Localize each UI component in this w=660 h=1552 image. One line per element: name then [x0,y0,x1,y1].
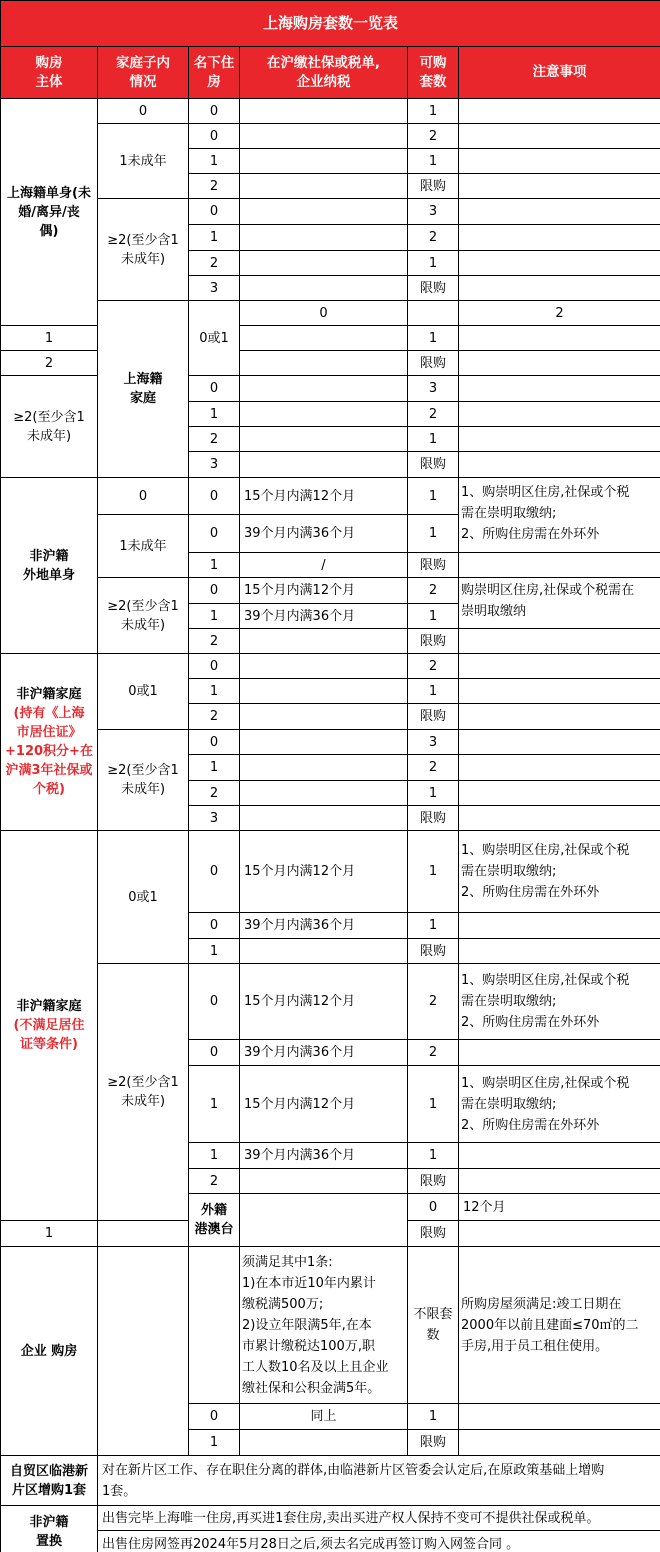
children-cell: 1未成年 [98,124,189,199]
header-children: 家庭子内 情况 [98,47,189,99]
notes-cell [459,174,660,199]
notes-cell [459,376,660,402]
children-cell: ≥2(至少含1 未成年) [98,199,189,301]
children-cell: ≥2(至少含1 未成年) [1,376,98,478]
owned-cell: 0 [189,376,240,402]
notes-cell [459,199,660,225]
owned-cell: 2 [189,629,240,654]
count-cell: 限购 [408,351,459,376]
subject-foreign: 外籍 港澳台 [189,1194,240,1247]
social-cell [240,452,408,478]
social-cell [240,99,408,124]
owned-cell: 2 [189,174,240,199]
notes-cell: 1、购崇明区住房,社保或个税 需在崇明取缴纳; 2、所购住房需在外环外 [459,831,660,913]
owned-cell: 2 [189,427,240,452]
count-cell: 限购 [408,276,459,301]
count-cell: 限购 [408,629,459,654]
count-cell: 1 [408,1066,459,1143]
notes-cell [459,913,660,939]
owned-cell: 0 [189,964,240,1040]
subject-nonsh-single: 非沪籍 外地单身 [1,478,98,654]
social-cell [240,679,408,704]
count-cell: 2 [408,578,459,604]
notes-cell [459,402,660,427]
owned-cell: 0 [189,99,240,124]
owned-cell: 1 [189,553,240,578]
count-cell: 限购 [408,452,459,478]
notes-cell [459,225,660,251]
children-cell: 1未成年 [98,515,189,578]
owned-cell: 1 [189,755,240,781]
children-cell: 0或1 [189,301,240,376]
owned-cell: 0 [189,831,240,913]
social-cell: 15个月内满12个月 [240,478,408,515]
children-cell: ≥2(至少含1 未成年) [98,730,189,831]
owned-cell: 0 [189,1404,240,1430]
swap-note-1: 出售完毕上海唯一住房,再买进1套住房,卖出买进产权人保持不变可不提供社保或税单。 [98,1506,660,1531]
social-cell [240,326,408,351]
count-cell: 1 [408,604,459,629]
owned-cell: 1 [189,939,240,964]
owned-cell: 0 [189,578,240,604]
social-cell [240,704,408,730]
owned-cell: 0 [240,301,408,326]
social-cell: 12个月 [459,1194,660,1221]
subject-nonsh-family-permit: 非沪籍家庭 (持有《上海 市居住证》 +120积分+在 沪满3年社保或 个税) [1,654,98,831]
children-cell: 0 [98,478,189,515]
owned-cell: 0 [189,654,240,679]
owned-cell: 2 [189,781,240,806]
notes-cell [459,1221,660,1247]
notes-cell [459,452,660,478]
social-cell: 15个月内满12个月 [240,578,408,604]
social-cell [240,629,408,654]
social-cell [240,1430,408,1456]
owned-cell [189,1247,240,1404]
children-cell: 0或1 [98,654,189,730]
count-cell: 2 [408,964,459,1040]
notes-cell [459,781,660,806]
header-owned: 名下住 房 [189,47,240,99]
notes-cell [459,755,660,781]
social-cell: 同上 [240,1404,408,1430]
owned-cell: 1 [189,1430,240,1456]
subject-nonsh-family-nopermit: 非沪籍家庭 (不满足居住 证等条件) [1,831,98,1221]
notes-cell [459,730,660,755]
notes-cell [459,1143,660,1169]
header-subject: 购房 主体 [1,47,98,99]
subject-company: 企业 购房 [1,1247,98,1456]
notes-cell [459,679,660,704]
count-cell: 2 [408,654,459,679]
social-cell [240,376,408,402]
notes-cell [459,149,660,174]
owned-cell: 0 [408,1194,459,1221]
notes-cell [459,124,660,149]
count-cell: 限购 [408,1221,459,1247]
social-cell [240,781,408,806]
social-cell [240,402,408,427]
owned-cell: 2 [189,251,240,276]
owned-cell: 1 [189,225,240,251]
count-cell: 1 [408,478,459,515]
count-cell: 1 [408,149,459,174]
children-cell: ≥2(至少含1 未成年) [98,578,189,654]
owned-cell: 2 [1,351,98,376]
owned-cell: 0 [189,478,240,515]
header-notes: 注意事项 [459,47,660,99]
subject-swap: 非沪籍 置换 [1,1506,98,1552]
notes-cell [459,1430,660,1456]
count-cell: 1 [408,99,459,124]
notes-cell [459,351,660,376]
owned-cell: 1 [189,1143,240,1169]
owned-cell: 1 [1,326,98,351]
count-cell: 2 [459,301,660,326]
owned-cell: 1 [189,402,240,427]
social-cell [240,939,408,964]
social-cell [240,199,408,225]
owned-cell: 0 [189,124,240,149]
notes-cell [459,1040,660,1066]
owned-cell: 3 [189,806,240,831]
notes-cell: 1、购崇明区住房,社保或个税 需在崇明取缴纳; 2、所购住房需在外环外 [459,1066,660,1143]
header-count: 可购 套数 [408,47,459,99]
owned-cell: 0 [189,515,240,553]
count-cell: 2 [408,755,459,781]
subject-sh-family: 上海籍 家庭 [98,301,189,478]
notes-cell [459,806,660,831]
notes-cell [459,629,660,654]
social-cell [240,806,408,831]
notes-cell [459,654,660,679]
header-social: 在沪缴社保或税单, 企业纳税 [240,47,408,99]
count-cell: 1 [408,251,459,276]
company-note: 所购房屋须满足:竣工日期在 2000年以前且建面≤70㎡的二 手房,用于员工租住使用。 [459,1247,660,1404]
social-cell [240,1169,408,1194]
social-cell [240,351,408,376]
notes-cell [459,1169,660,1194]
notes-cell [459,276,660,301]
notes-cell: 1、购崇明区住房,社保或个税 需在崇明取缴纳; 2、所购住房需在外环外 [459,964,660,1040]
social-cell: 39个月内满36个月 [240,1040,408,1066]
notes-cell: 1、购崇明区住房,社保或个税 需在崇明取缴纳; 2、所购住房需在外环外 [459,478,660,553]
social-cell [98,1221,189,1247]
social-cell: / [240,553,408,578]
children-cell: ≥2(至少含1 未成年) [98,964,189,1221]
owned-cell: 3 [189,276,240,301]
swap-note-2: 出售住房网签再2024年5月28日之后,须去名完成再签订购入网签合同 。 [98,1531,660,1552]
owned-cell: 2 [189,1169,240,1194]
owned-cell: 0 [189,913,240,939]
owned-cell: 2 [189,704,240,730]
count-cell: 3 [408,199,459,225]
count-cell: 限购 [408,704,459,730]
social-cell: 39个月内满36个月 [240,604,408,629]
notes-cell [459,251,660,276]
count-cell: 3 [408,730,459,755]
count-cell: 1 [408,679,459,704]
social-cell [240,149,408,174]
social-cell [240,174,408,199]
notes-cell [459,939,660,964]
children-cell [98,1247,189,1456]
social-cell [240,225,408,251]
notes-cell [459,1404,660,1430]
count-cell: 2 [408,1040,459,1066]
count-cell: 限购 [408,1169,459,1194]
children-cell [240,1194,408,1247]
count-cell: 1 [408,1404,459,1430]
count-cell: 限购 [408,553,459,578]
owned-cell: 1 [1,1221,98,1247]
owned-cell: 0 [189,199,240,225]
social-cell [240,124,408,149]
social-cell [240,276,408,301]
count-cell: 限购 [408,939,459,964]
notes-cell: 购崇明区住房,社保或个税需在 崇明取缴纳 [459,578,660,629]
count-cell: 1 [408,515,459,553]
notes-cell [459,704,660,730]
social-cell [240,654,408,679]
table-title: 上海购房套数一览表 [1,1,660,47]
lingang-note: 对在新片区工作、存在职住分离的群体,由临港新片区管委会认定后,在原政策基础上增购 1套。 [98,1456,660,1506]
social-cell [240,251,408,276]
social-cell: 39个月内满36个月 [240,1143,408,1169]
subject-lingang: 自贸区临港新 片区增购1套 [1,1456,98,1506]
notes-cell [459,99,660,124]
count-cell: 2 [408,402,459,427]
notes-cell [459,326,660,351]
owned-cell: 0 [189,730,240,755]
owned-cell: 3 [189,452,240,478]
notes-cell [459,427,660,452]
owned-cell: 1 [189,1066,240,1143]
count-cell: 1 [408,831,459,913]
count-cell: 2 [408,124,459,149]
count-cell: 限购 [408,1430,459,1456]
count-cell: 限购 [408,806,459,831]
count-cell: 1 [408,781,459,806]
count-cell: 限购 [408,174,459,199]
owned-cell: 1 [189,679,240,704]
children-cell: 0或1 [98,831,189,964]
count-cell: 1 [408,326,459,351]
notes-cell [459,553,660,578]
children-cell: 0 [98,99,189,124]
count-cell: 2 [408,225,459,251]
social-cell: 15个月内满12个月 [240,964,408,1040]
owned-cell: 0 [189,1040,240,1066]
owned-cell: 1 [189,149,240,174]
company-requirements: 须满足其中1条: 1)在本市近10年内累计 缴税满500万; 2)设立年限满5年,在本 市累计缴税达100万,职 工人数10名及以上且企业 缴社保和公积金满5年。 [240,1247,408,1404]
count-cell: 不限套 数 [408,1247,459,1404]
social-cell [240,427,408,452]
social-cell [240,730,408,755]
social-cell: 39个月内满36个月 [240,515,408,553]
social-cell: 39个月内满36个月 [240,913,408,939]
social-cell: 15个月内满12个月 [240,1066,408,1143]
owned-cell: 1 [189,604,240,629]
count-cell: 1 [408,913,459,939]
count-cell: 1 [408,1143,459,1169]
count-cell: 3 [408,376,459,402]
social-cell: 15个月内满12个月 [240,831,408,913]
social-cell [408,301,459,326]
count-cell: 1 [408,427,459,452]
subject-sh-single: 上海籍单身(未 婚/离异/丧 偶) [1,99,98,326]
social-cell [240,755,408,781]
